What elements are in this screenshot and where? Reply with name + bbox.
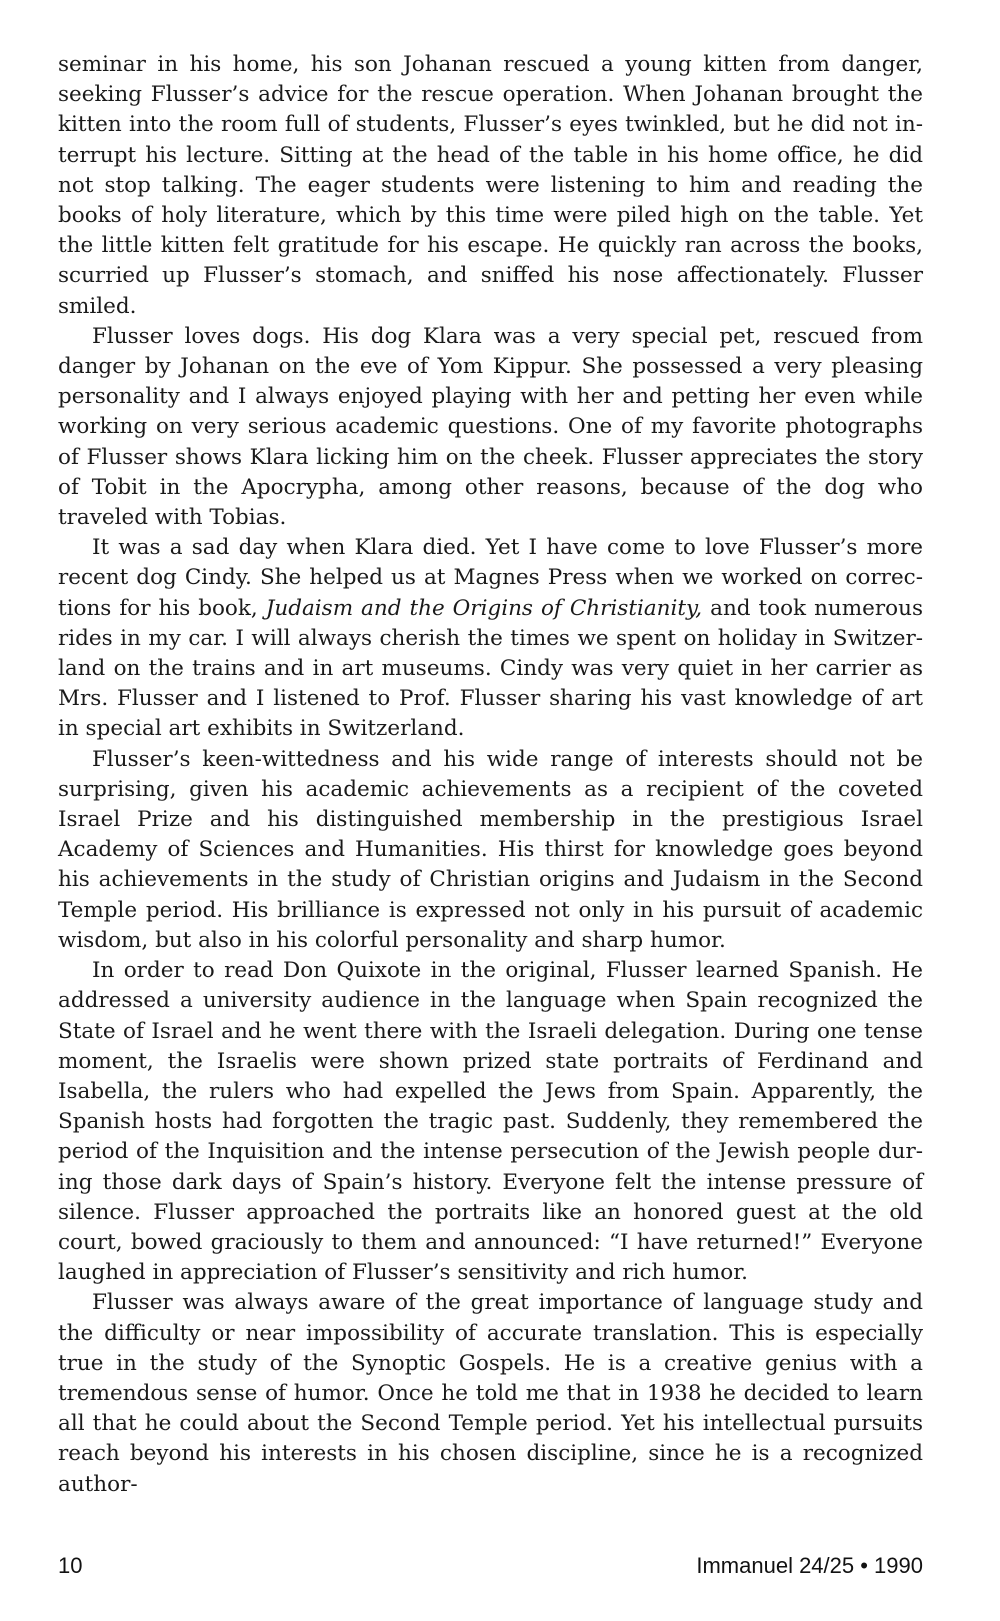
paragraph-3-after: and took numerous rides in my car. I will always cherish the times we spent on holiday in Switzerland on the trains and in art museums. Cindy was very quiet in her carrier as Mrs. Flusser and I listened to Prof. Flusser sharing his vast knowledge of art in special art exhibits in Switzerland.: [58, 595, 923, 742]
book-title: Judaism and the Origins of Christianity,: [265, 595, 703, 621]
paragraph-3-before: It was a sad day when Klara died. Yet I have come to love Flusser’s more recent dog Cindy. She helped us at Magnes Press when we worked on corrections for his book,: [58, 535, 923, 621]
page-number: 10: [58, 1553, 83, 1578]
paragraph-4: Flusser’s keen-wittedness and his wide range of interests should not be surprising, given his academic achievements as a recipient of the coveted Israel Prize and his distinguished membership in the prestigious Israel Academy of Sciences and Humanities. His thirst for knowledge goes beyond his achievements in the study of Christian origins and Judaism in the Second Temple period. His brilliance is expressed not only in his pursuit of academic wisdom, but also in his colorful personality and sharp humor.: [58, 746, 923, 953]
paragraph-5: In order to read Don Quixote in the original, Flusser learned Spanish. He addressed a university audience in the language when Spain recognized the State of Israel and he went there with the Israeli delegation. During one tense moment, the Israelis were shown prized state portraits of Ferdinand and Isabella, the rulers who had expelled the Jews from Spain. Apparently, the Spanish hosts had forgotten the tragic past. Suddenly, they remembered the period of the Inquisition and the intense persecution of the Jewish people during those dark days of Spain’s history. Everyone felt the intense pressure of silence. Flusser approached the portraits like an honored guest at the old court, bowed graciously to them and announced: “I have returned!” Everyone laughed in appreciation of Flusser’s sensitivity and rich humor.: [58, 958, 923, 1286]
paragraph-3: [58, 533, 923, 744]
page-body: [58, 50, 923, 1500]
paragraph-6: Flusser was always aware of the great importance of language study and the difficulty or near impossibility of accurate translation. This is especially true in the study of the Synoptic Gospels. He is a creative genius with a tremendous sense of humor. Once he told me that in 1938 he decided to learn all that he could about the Second Temple period. Yet his intellectual pursuits reach beyond his interests in his chosen discipline, since he is a recognized author-: [58, 1290, 923, 1497]
paragraph-2: Flusser loves dogs. His dog Klara was a very special pet, rescued from danger by Johanan on the eve of Yom Kippur. She possessed a very pleasing personality and I always enjoyed playing with her and petting her even while working on very serious academic questions. One of my favorite photographs of Flusser shows Klara licking him on the cheek. Flusser appreciates the story of Tobit in the Apocrypha, among other reasons, because of the dog who traveled with Tobias.: [58, 323, 923, 531]
page-footer: [58, 1553, 923, 1583]
paragraph-1: seminar in his home, his son Johanan rescued a young kitten from danger, seeking Flusser’s advice for the rescue operation. When Johanan brought the kitten into the room full of students, Flusser’s eyes twinkled, but he did not interrupt his lecture. Sitting at the head of the table in his home office, he did not stop talking. The eager students were listening to him and reading the books of holy literature, which by this time were piled high on the table. Yet the little kitten felt gratitude for his escape. He quickly ran across the books, scurried up Flusser’s stomach, and sniffed his nose affectionately. Flusser smiled.: [58, 52, 923, 319]
journal-citation: Immanuel 24/25 • 1990: [696, 1553, 923, 1578]
